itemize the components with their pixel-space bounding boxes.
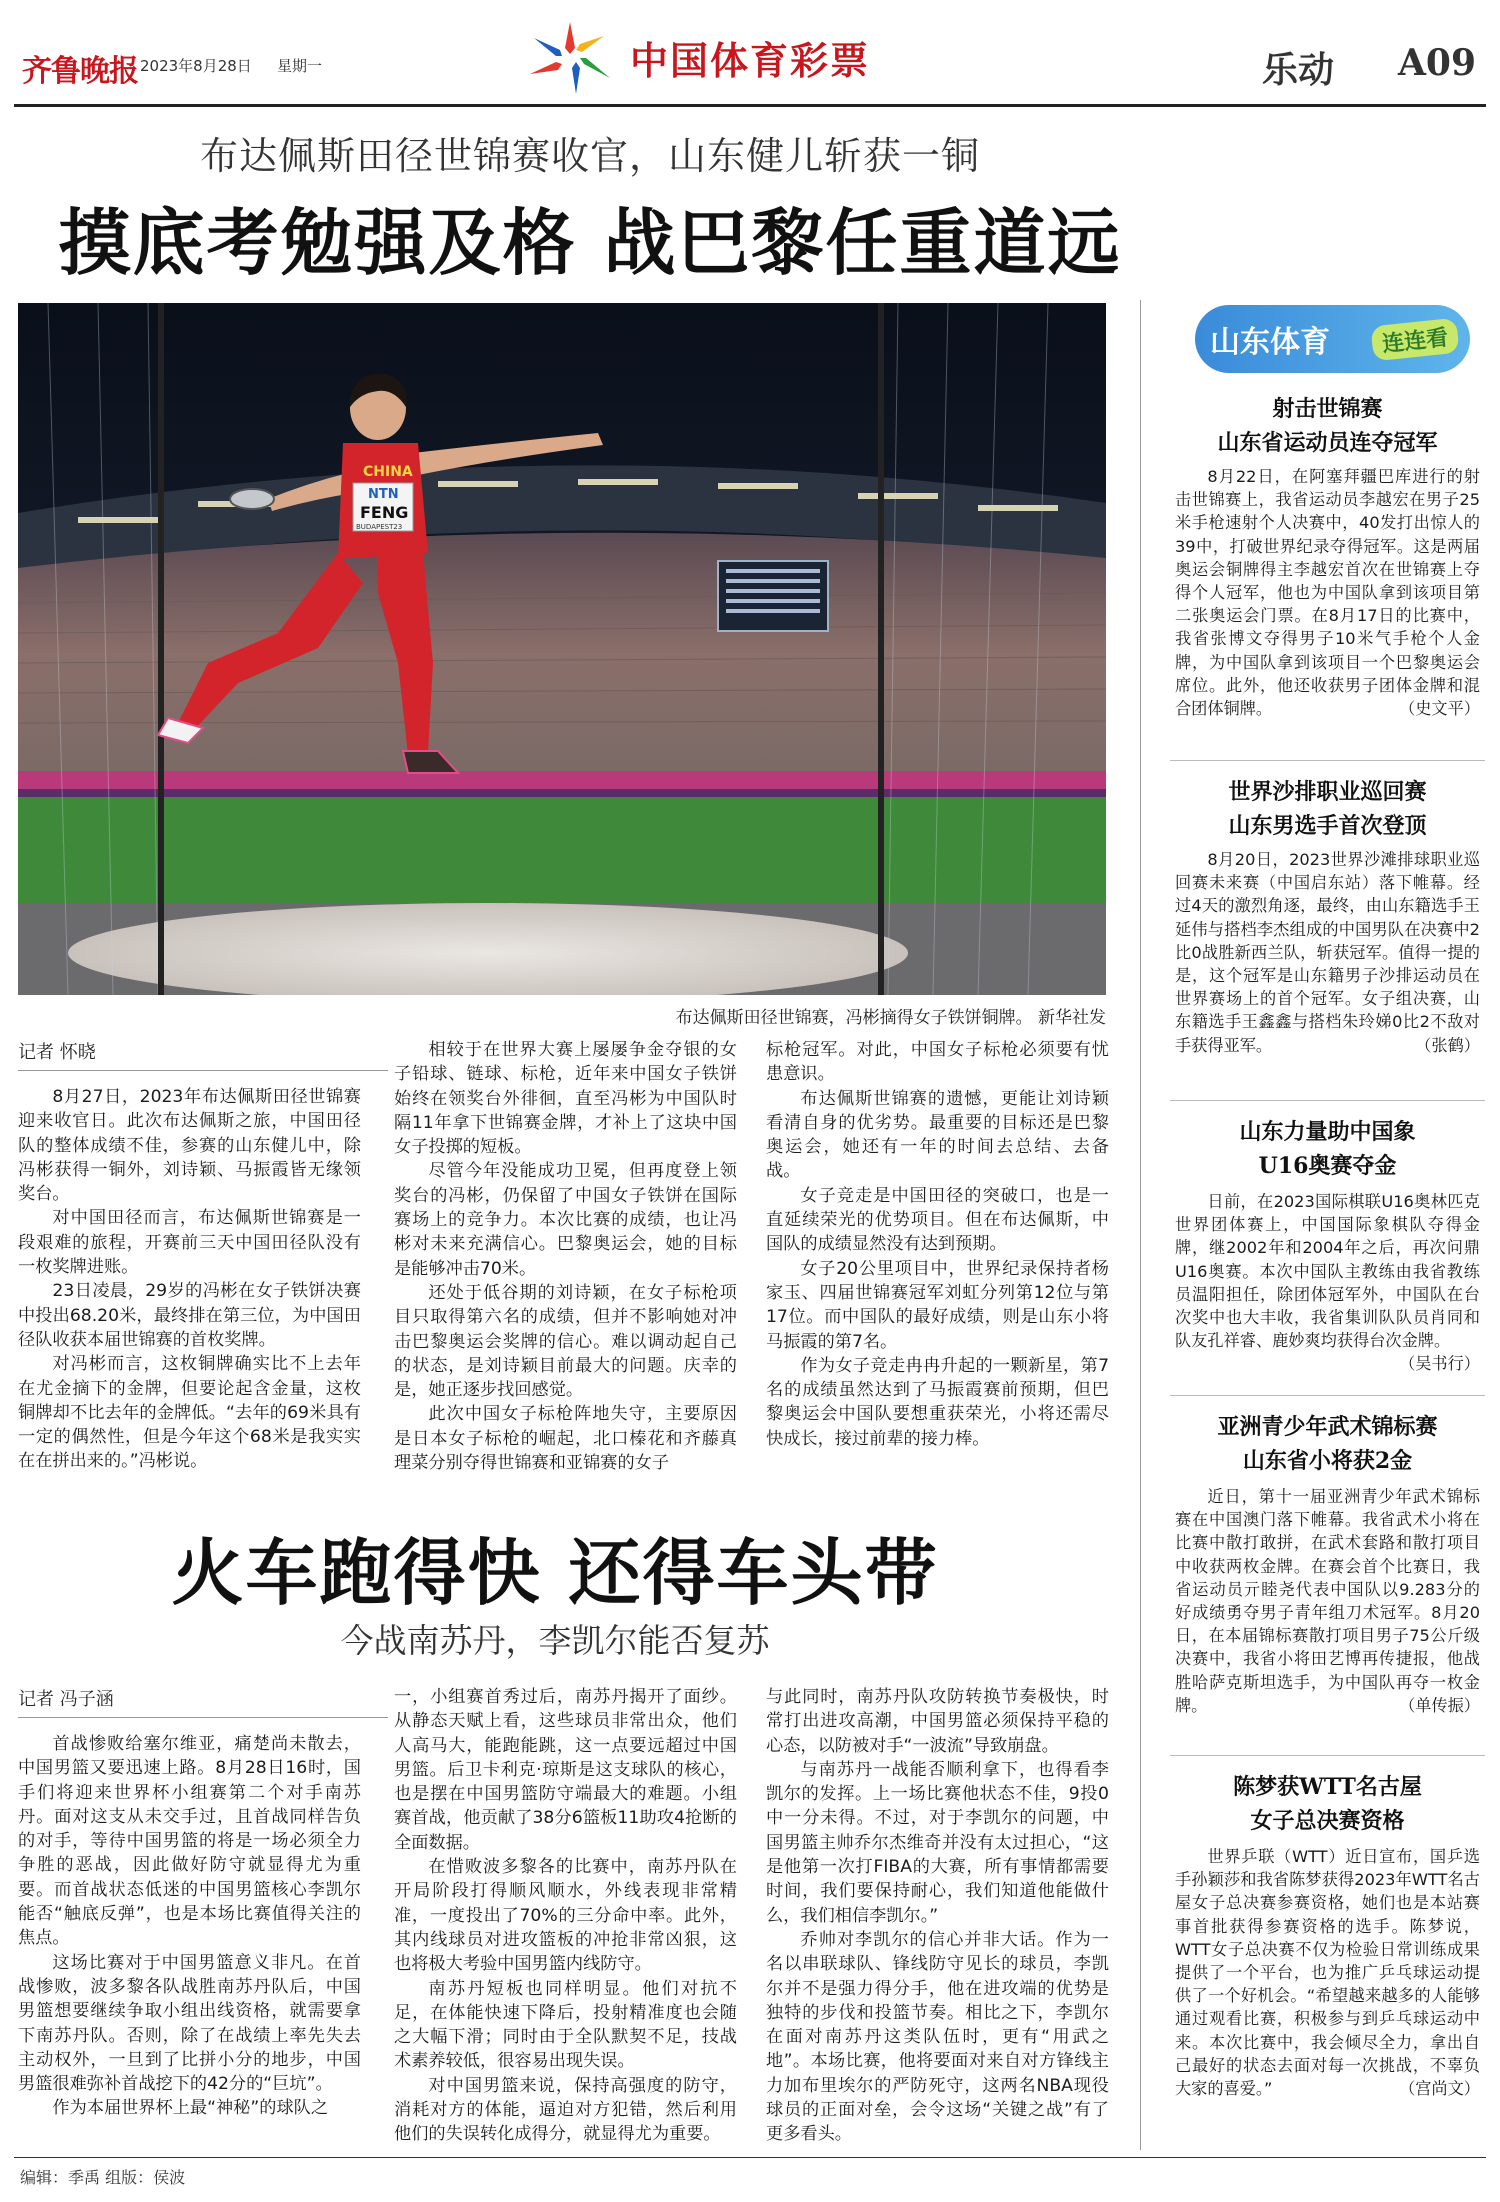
paragraph: 此次中国女子标枪阵地失守，主要原因是日本女子标枪的崛起，北口榛花和齐藤真理菜分别夺得世锦赛和亚锦赛的女子: [394, 1404, 737, 1474]
bib-event: BUDAPEST23: [356, 523, 403, 531]
paragraph: 作为女子竞走冉冉升起的一颗新星，第7名的成绩虽然达到了马振霞赛前预期，但巴黎奥运会中国队要想重获荣光，小将还需尽快成长，接过前辈的接力棒。: [766, 1355, 1109, 1449]
masthead-divider: [14, 104, 1486, 107]
sidebar-author: （史文平）: [1399, 699, 1480, 719]
footer-credits: 编辑：季禹 组版：侯波: [20, 2168, 186, 2187]
sidebar-separator: [1170, 1755, 1485, 1756]
paragraph: 相较于在世界大赛上屡屡争金夺银的女子铅球、链球、标枪，近年来中国女子铁饼始终在领奖台外徘徊，直至冯彬为中国队时隔11年拿下世锦赛金牌，才补上了这块中国女子投掷的短板。: [394, 1040, 737, 1158]
sidebar-title-line: 亚洲青少年武术锦标赛: [1217, 1414, 1438, 1440]
sidebar-title-line: 山东省小将获2金: [1242, 1448, 1413, 1474]
sidebar-item-title: [1175, 392, 1480, 460]
sidebar-body-text: 日前，在2023国际棋联U16奥林匹克世界团体赛上，中国国际象棋队夺得金牌，继2002年和2004年之后，再次问鼎U16奥赛。本次中国队主教练由我省教练员温阳担任，除团体冠军外，中国队在台次奖中也大丰收，我省集训队队员肖同和队友孔祥睿、鹿妙爽均获得台次金牌。: [1175, 1192, 1480, 1351]
paragraph: 对中国男篮来说，保持高强度的防守，消耗对方的体能，逼迫对方犯错，然后利用他们的失误转化成得分，就显得尤为重要。: [394, 2075, 737, 2145]
section-name: 乐动: [1262, 49, 1335, 91]
article2-headline: 火车跑得快 还得车头带: [171, 1530, 939, 1615]
masthead: [0, 0, 1500, 118]
sidebar-title-line: 山东力量助中国象: [1239, 1119, 1416, 1145]
sidebar-title-line: 山东省运动员连夺冠军: [1217, 430, 1438, 456]
article2-column-2: [394, 1685, 737, 2147]
sidebar-author: （吴书行）: [1399, 1354, 1480, 1374]
bib-sponsor: NTN: [368, 487, 399, 502]
paragraph: 对中国田径而言，布达佩斯世锦赛是一段艰难的旅程，开赛前三天中国田径队没有一枚奖牌进账。: [18, 1208, 361, 1278]
sidebar-title-line: U16奥赛夺金: [1258, 1153, 1397, 1179]
sidebar-title-line: 山东男选手首次登顶: [1228, 813, 1427, 839]
sidebar-item-body: [1175, 465, 1480, 720]
photo-illustration: [18, 303, 1106, 995]
paragraph: 在惜败波多黎各的比赛中，南苏丹队在开局阶段打得顺风顺水，外线表现非常精准，一度投出了70%的三分命中率。此外，其内线球员对进攻篮板的冲抢非常凶狠，这也将极大考验中国男篮内线防守。: [394, 1857, 737, 1975]
article2-byline: 记者 冯子涵: [18, 1685, 388, 1718]
sidebar-banner-title: 山东体育: [1210, 325, 1330, 360]
sidebar-body-text: 近日，第十一届亚洲青少年武术锦标赛在中国澳门落下帷幕。我省武术小将在比赛中散打敢拼，在武术套路和散打项目中收获两枚金牌。在赛会首个比赛日，我省运动员亓睦尧代表中国队以9.283分的好成绩勇夺男子青年组刀术冠军。8月20日，在本届锦标赛散打项目男子75公斤级决赛中，我省小将田艺博再传捷报，他战胜哈萨克斯坦选手，为中国队再夺一枚金牌。: [1175, 1487, 1480, 1715]
sidebar-author: （宫尚文）: [1399, 2079, 1480, 2099]
sidebar-item-body: [1175, 1190, 1480, 1376]
article1-column-3: [766, 1038, 1109, 1451]
article1-byline: 记者 怀晓: [18, 1038, 388, 1071]
article2-column-1: [18, 1732, 361, 2121]
sidebar-body-text: 8月20日，2023世界沙滩排球职业巡回赛未来赛（中国启东站）落下帷幕。经过4天的激烈角逐，最终，由山东籍选手王延伟与搭档李杰组成的中国男队在决赛中2比0战胜新西兰队，斩获冠军。值得一提的是，这个冠军是山东籍男子沙排运动员在世界赛场上的首个冠军。女子组决赛，山东籍选手王鑫鑫与搭档朱玲娣0比2不敌对手获得亚军。: [1175, 850, 1480, 1055]
footer-divider: [14, 2157, 1486, 2158]
sidebar-divider: [1140, 300, 1141, 2150]
sidebar-item-title: [1175, 1770, 1480, 1838]
sidebar-item-body: [1175, 848, 1480, 1057]
paragraph: 女子竞走是中国田径的突破口，也是一直延续荣光的优势项目。但在布达佩斯，中国队的成绩显然没有达到预期。: [766, 1185, 1109, 1255]
sidebar-title-line: 射击世锦赛: [1272, 396, 1383, 422]
bib-name: FENG: [360, 503, 409, 522]
article2-column-3: [766, 1685, 1109, 2147]
sidebar-separator: [1170, 1100, 1485, 1101]
article1-headline: 摸底考勉强及格 战巴黎任重道远: [58, 200, 1122, 285]
paragraph: 尽管今年没能成功卫冕，但再度登上领奖台的冯彬，仍保留了中国女子铁饼在国际赛场上的竞争力。本次比赛的成绩，也让冯彬对未来充满信心。巴黎奥运会，她的目标是能够冲击70米。: [394, 1161, 737, 1279]
article1-column-2: [394, 1038, 737, 1475]
issue-date: 2023年8月28日: [140, 57, 252, 75]
lottery-logo-icon: [520, 18, 620, 98]
paragraph: 这场比赛对于中国男篮意义非凡。在首战惨败，波多黎各队战胜南苏丹队后，中国男篮想要继续争取小组出线资格，就需要拿下南苏丹队。否则，除了在战绩上率先失去主动权外，一旦到了比拼小分的地步，中国男篮很难弥补首战挖下的42分的“巨坑”。: [18, 1952, 361, 2095]
lottery-name: 中国体育彩票: [630, 39, 871, 83]
paragraph: 8月27日，2023年布达佩斯田径世锦赛迎来收官日。此次布达佩斯之旅，中国田径队的整体成绩不佳，参赛的山东健儿中，除冯彬获得一铜外，刘诗颖、马振霞皆无缘领奖台。: [18, 1087, 361, 1205]
paragraph: 23日凌晨，29岁的冯彬在女子铁饼决赛中投出68.20米，最终排在第三位，为中国田径队收获本届世锦赛的首枚奖牌。: [18, 1281, 361, 1350]
bib-country: CHINA: [363, 464, 413, 480]
sidebar-body-text: 世界乒联（WTT）近日宣布，国乒选手孙颖莎和我省陈梦获得2023年WTT名古屋女子总决赛参赛资格，她们也是本站赛事首批获得参赛资格的选手。陈梦说，WTT女子总决赛不仅为检验日常训练成果提供了一个平台，也为推广乒乓球运动提供了一个好机会。“希望越来越多的人能够通过观看比赛，积极参与到乒乓球运动中来。本次比赛中，我会倾尽全力，拿出自己最好的状态去面对每一次挑战，不辜负大家的喜爱。”: [1175, 1847, 1480, 2099]
sidebar-title-line: 陈梦获WTT名古屋: [1233, 1774, 1422, 1800]
paragraph: 乔帅对李凯尔的信心并非大话。作为一名以串联球队、锋线防守见长的球员，李凯尔并不是强力得分手，他在进攻端的优势是独特的步伐和投篮节奏。相比之下，李凯尔在面对南苏丹这类队伍时，更有“用武之地”。本场比赛，他将要面对来自对方锋线主力加布里埃尔的严防死守，这两名NBA现役球员的正面对垒，会令这场“关键之战”有了更多看头。: [766, 1929, 1109, 2145]
paragraph: 首战惨败给塞尔维亚，痛楚尚未散去，中国男篮又要迅速上路。8月28日16时，国手们将迎来世界杯小组赛第二个对手南苏丹。面对这支从未交手过，且首战同样告负的对手，等待中国男篮的将是一场必须全力争胜的恶战，因此做好防守就显得尤为重要。而首战状态低迷的中国男篮核心李凯尔能否“触底反弹”，也是本场比赛值得关注的焦点。: [18, 1734, 361, 1949]
sidebar-item-body: [1175, 1845, 1480, 2100]
article2-kicker: 今战南苏丹，李凯尔能否复苏: [340, 1621, 770, 1660]
sidebar-title-line: 女子总决赛资格: [1250, 1808, 1405, 1834]
discus-thrower-photo: [18, 303, 1106, 995]
paragraph: 女子20公里项目中，世界纪录保持者杨家玉、四届世锦赛冠军刘虹分列第12位与第17位。而中国队的最好成绩，则是山东小将马振霞的第7名。: [766, 1258, 1109, 1352]
paper-name: 齐鲁晚报: [22, 54, 138, 89]
photo-caption: 布达佩斯田径世锦赛，冯彬摘得女子铁饼铜牌。 新华社发: [675, 1008, 1106, 1028]
paragraph: 作为本届世界杯上最“神秘”的球队之: [52, 2098, 329, 2119]
paragraph: 与南苏丹一战能否顺利拿下，也得看李凯尔的发挥。上一场比赛他状态不佳，9投0中一分未得。不过，对于李凯尔的问题，中国男篮主帅乔尔杰维奇并没有太过担心，“这是他第一次打FIBA的大赛，所有事情都需要时间，我们要保持耐心，我们知道他能做什么，我们相信李凯尔。”: [766, 1759, 1109, 1926]
sidebar-author: （张鹤）: [1415, 1035, 1480, 1055]
article1-kicker: 布达佩斯田径世锦赛收官，山东健儿斩获一铜: [199, 134, 980, 178]
sidebar-banner-tag: 连连看: [1370, 318, 1459, 362]
paragraph: 一，小组赛首秀过后，南苏丹揭开了面纱。从静态天赋上看，这些球员非常出众，他们人高马大，能跑能跳，这一点要远超过中国男篮。后卫卡利克·琼斯是这支球队的核心，也是摆在中国男篮防守端最大的难题。小组赛首战，他贡献了38分6篮板11助攻4抢断的全面数据。: [394, 1687, 737, 1853]
paragraph: 与此同时，南苏丹队攻防转换节奏极快，时常打出进攻高潮，中国男篮必须保持平稳的心态，以防被对手“一波流”导致崩盘。: [766, 1687, 1109, 1756]
paragraph: 南苏丹短板也同样明显。他们对抗不足，在体能快速下降后，投射精准度也会随之大幅下滑；同时由于全队默契不足，技战术素养较低，很容易出现失误。: [394, 1978, 737, 2072]
issue-weekday: 星期一: [277, 57, 323, 75]
sidebar-item-title: [1175, 775, 1480, 843]
paragraph: 标枪冠军。对此，中国女子标枪必须要有忧患意识。: [766, 1040, 1109, 1085]
sidebar-item-body: [1175, 1485, 1480, 1717]
sidebar-item-title: [1175, 1410, 1480, 1478]
article1-column-1: [18, 1085, 361, 1474]
sidebar-title-line: 世界沙排职业巡回赛: [1228, 779, 1427, 805]
paragraph: 对冯彬而言，这枚铜牌确实比不上去年在尤金摘下的金牌，但要论起含金量，这枚铜牌却不比去年的金牌低。“去年的69米具有一定的偶然性，但是今年这个68米是我实实在在拼出来的。”冯彬说。: [18, 1354, 361, 1472]
sidebar-separator: [1170, 760, 1485, 761]
sidebar-author: （单传振）: [1399, 1695, 1480, 1715]
paragraph: 布达佩斯世锦赛的遗憾，更能让刘诗颖看清自身的优劣势。最重要的目标还是巴黎奥运会，她还有一年的时间去总结、去备战。: [766, 1088, 1109, 1182]
paragraph: 还处于低谷期的刘诗颖，在女子标枪项目只取得第六名的成绩，但并不影响她对冲击巴黎奥运会奖牌的信心。难以调动起自己的状态，是刘诗颖目前最大的问题。庆幸的是，她正逐步找回感觉。: [394, 1282, 737, 1401]
page-number: A09: [1398, 42, 1477, 84]
sidebar-separator: [1170, 1395, 1485, 1396]
sidebar-item-title: [1175, 1115, 1480, 1183]
sidebar-body-text: 8月22日，在阿塞拜疆巴库进行的射击世锦赛上，我省运动员李越宏在男子25米手枪速射个人决赛中，40发打出惊人的39中，打破世界纪录夺得冠军。这是两届奥运会铜牌得主李越宏首次在世锦赛上夺得个人冠军，他也为中国队拿到该项目第二张奥运会门票。在8月17日的比赛中，我省张博文夺得男子10米气手枪个人金牌，为中国队拿到该项目一个巴黎奥运会席位。此外，他还收获男子团体金牌和混合团体铜牌。: [1175, 467, 1480, 719]
